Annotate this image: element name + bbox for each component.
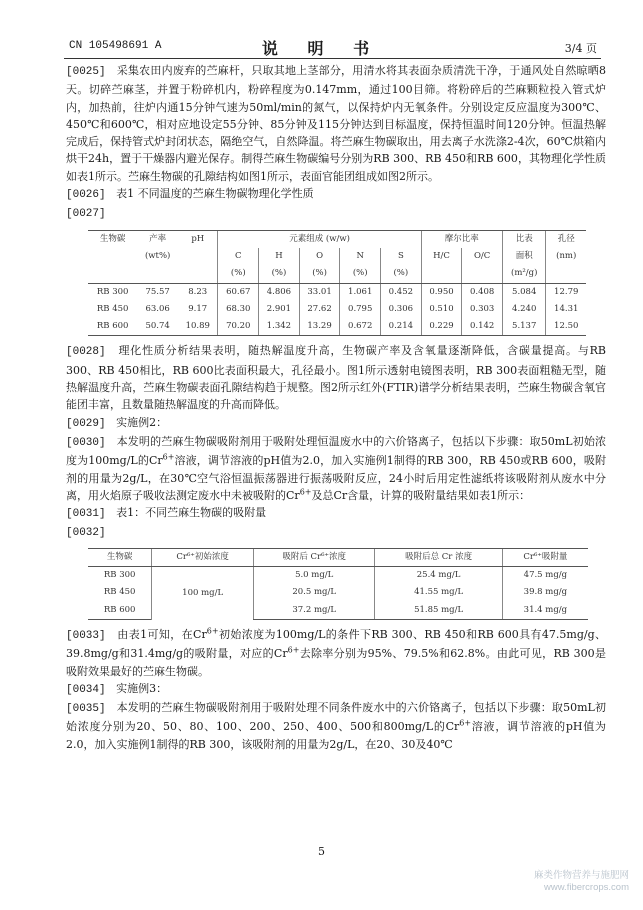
table-header: C [218, 248, 259, 265]
table-cell: 27.62 [299, 301, 340, 318]
table-cell: RB 450 [96, 303, 129, 314]
table-cell: 2.901 [259, 301, 300, 318]
paragraph-tag: [0027] [66, 208, 106, 221]
table-cell: 0.214 [381, 318, 422, 336]
watermark-line: 麻类作物营养与施肥网 [533, 870, 629, 881]
table-cell: 0.142 [462, 318, 503, 336]
table-cell: 12.79 [546, 283, 586, 301]
table-cell: 0.672 [340, 318, 381, 336]
table-cell: 51.85 mg/L [375, 602, 502, 620]
table-header: (wt%) [144, 250, 171, 261]
table-cell: 13.29 [299, 318, 340, 336]
table2-adsorption [88, 548, 588, 620]
table-cell: 0.950 [421, 283, 462, 301]
table-cell: RB 450 [103, 587, 136, 598]
page-header [0, 0, 643, 62]
table-cell: 68.30 [218, 301, 259, 318]
table-cell: 70.20 [218, 318, 259, 336]
paragraph-tag: [0026] [66, 189, 106, 202]
superscript: 6+ [206, 626, 219, 636]
paragraph-tag: [0030] [66, 436, 106, 449]
site-watermark [534, 870, 629, 894]
table-cell: 5.084 [502, 283, 546, 301]
paragraph-0027 [66, 204, 606, 223]
paragraph-text: 采集农田内废弃的苎麻杆，只取其地上茎部分，用清水将其表面杂质清洗干净，于通风处自然晾晒8天。切碎苎麻茎，并置于粉碎机内，粉碎程度为0.147mm，通过100目筛。将粉碎后的苎麻颗粒投入管式炉内，加热前，往炉内通15分钟气速为50ml/min的氮气，以保持炉内无氧条件。分别设定反应温度为300℃、450℃和600℃，相对应地设定55分钟、85分钟及115分钟达到目标温度，保持恒温时间120分钟。恒温热解完成后，保持管式炉封闭状态，隔绝空气，自然降温。将苎麻生物碳取出，用去离子水洗涤2-4次，60℃烘箱内烘干24h，置于干燥器内避光保存。制得苎麻生物碳编号分别为RB 300、RB 450和RB 600，其物理化学性质如表1所示。苎麻生物碳的孔隙结构如图1所示，表面官能团组成如图2所示。 [66, 64, 606, 183]
paragraph-tag: [0025] [66, 66, 106, 78]
paragraph-tag: [0028] [66, 346, 106, 359]
table-cell: 0.510 [421, 301, 462, 318]
document-title: 说 明 书 [261, 39, 382, 58]
table-row [88, 301, 586, 318]
table-header: Cr⁶⁺初始浓度 [152, 548, 254, 566]
header-rule [64, 58, 601, 59]
paragraph-text: 本发明的苎麻生物碳吸附剂用于吸附处理不同条件废水中的六价铬离子，包括以下步骤：取50mL初始浓度分别为20、50、80、100、200、250、400、500和800mg/L的Cr [66, 701, 606, 734]
document-body [66, 62, 606, 753]
paragraph-tag: [0031] [66, 508, 106, 521]
table-cell: 0.408 [462, 283, 503, 301]
table-cell: RB 600 [88, 318, 137, 336]
table-cell: 12.50 [546, 318, 586, 336]
table-header: H [259, 248, 300, 265]
table-header: (%) [218, 265, 259, 283]
table-cell: 60.67 [218, 283, 259, 301]
table-cell: 37.2 mg/L [253, 602, 374, 620]
table-cell: 1.061 [340, 283, 381, 301]
paragraph-tag: [0032] [66, 527, 106, 540]
table-header: 比表 [502, 230, 546, 248]
table-header: (%) [340, 265, 381, 283]
table-row [88, 567, 588, 585]
table-header: S [381, 248, 422, 265]
paragraph-0032 [66, 523, 606, 542]
table-header: (m²/g) [502, 265, 546, 283]
table-cell: 9.17 [188, 303, 208, 314]
page-number: 5 [318, 845, 325, 858]
paragraph-text: 由表1可知，在Cr [117, 627, 207, 641]
paragraph-0031 [66, 504, 606, 523]
paragraph-0030 [66, 433, 606, 504]
table-cell: 0.229 [421, 318, 462, 336]
paragraph-text: 理化性质分析结果表明，随热解温度升高，生物碳产率及含氧量逐渐降低，含碳量提高。与RB 300、RB 450相比，RB 600比表面积最大，孔径最小。图1所示透射电镜图表明，RB 300表面粗糙无型，随热解温度升高，苎麻生物碳表面孔隙结构趋于规整。图2所示红外(FTIR)谱学分析结果表明，苎麻生物碳含氧官能团丰富，且数量随热解温度的升高而降低。 [66, 344, 606, 412]
table2-caption: 表1：不同苎麻生物碳的吸附量 [116, 506, 267, 520]
table-cell: 10.89 [178, 318, 218, 336]
table-row [88, 318, 586, 336]
table-row [88, 283, 586, 301]
table-header: (%) [381, 265, 422, 283]
table-cell: 50.74 [137, 318, 178, 336]
table-header: (nm) [546, 248, 586, 265]
table-cell: 0.306 [381, 301, 422, 318]
table-cell: 4.240 [502, 301, 546, 318]
superscript: 6+ [162, 452, 175, 462]
table-cell: 4.806 [259, 283, 300, 301]
table-header: 生物碳 [88, 230, 137, 248]
superscript: 6+ [287, 645, 300, 655]
paragraph-0025 [66, 62, 606, 185]
table-cell: 63.06 [145, 303, 170, 314]
table1-physicochemical [88, 230, 586, 337]
table-header: O/C [462, 248, 503, 265]
table-cell: RB 300 [96, 286, 129, 297]
paragraph-tag: [0029] [66, 417, 106, 430]
table-header: H/C [421, 248, 462, 265]
table-cell: 0.452 [381, 283, 422, 301]
paragraph-text: 去除率分别为95%、79.5%和62.8%。由此可见，RB 300是吸附效果最好的苎麻生物碳。 [66, 647, 606, 678]
example-heading: 实施例2： [116, 415, 168, 429]
paragraph-0028 [66, 342, 606, 413]
table-header: 产率 [137, 230, 178, 248]
table-cell: 8.23 [188, 286, 208, 297]
table-header: (%) [259, 265, 300, 283]
paragraph-0029 [66, 414, 606, 433]
table-cell: 31.4 mg/g [502, 602, 588, 620]
superscript: 6+ [299, 487, 312, 497]
table-header: 生物碳 [88, 548, 152, 566]
patent-number: CN 105498691 A [69, 40, 162, 52]
paragraph-tag: [0035] [66, 703, 106, 716]
paragraph-tag: [0034] [66, 683, 106, 696]
table-cell: RB 300 [103, 570, 136, 581]
table-cell: 14.31 [546, 301, 586, 318]
table-header: Cr⁶⁺吸附量 [502, 548, 588, 566]
table-header: 面积 [502, 248, 546, 265]
table-header: 摩尔比率 [421, 230, 502, 248]
paragraph-text: 初始浓度为100mg/L的条件下RB 300、RB 450和RB 600具有47.5mg/g、39.8mg/g和31.4mg/g的吸附量，对应的Cr [66, 627, 607, 661]
page-indicator: 3/4 页 [564, 42, 597, 55]
paragraph-text: 及总Cr含量，计算的吸附量结果如表1所示： [311, 488, 531, 502]
table-header: N [340, 248, 381, 265]
example-heading: 实施例3： [116, 681, 168, 695]
table-header: 元素组成 (w/w) [218, 230, 421, 248]
table-cell: 47.5 mg/g [502, 567, 588, 585]
paragraph-text: 溶液，调节溶液的pH值为2.0，加入实施例1制得的RB 300，该吸附剂的用量为2g/L，在20、30及40℃ [66, 720, 606, 751]
table-cell: 0.303 [462, 301, 503, 318]
table-header: 孔径 [546, 230, 586, 248]
table-cell: 33.01 [299, 283, 340, 301]
table-header: (%) [299, 265, 340, 283]
table-cell: 75.57 [145, 286, 170, 297]
table-cell: 100 mg/L [152, 567, 254, 620]
paragraph-0034 [66, 680, 606, 699]
table1-caption: 表1 不同温度的苎麻生物碳物理化学性质 [116, 187, 314, 201]
watermark-line: www.fibercrops.com [544, 882, 629, 893]
table-header: O [299, 248, 340, 265]
table-header: 吸附后总 Cr 浓度 [375, 548, 502, 566]
superscript: 6+ [459, 718, 472, 728]
table-cell: RB 600 [88, 602, 152, 620]
paragraph-tag: [0033] [66, 629, 106, 642]
paragraph-text: 本发明的苎麻生物碳吸附剂用于吸附处理恒温废水中的六价铬离子，包括以下步骤：取50mL初始浓度为100mg/L的Cr [66, 434, 606, 468]
paragraph-0035 [66, 699, 606, 753]
table-cell: 25.4 mg/L [375, 567, 502, 585]
table-cell: 5.137 [502, 318, 546, 336]
table-cell: 1.342 [259, 318, 300, 336]
paragraph-0033 [66, 626, 606, 680]
table-header: pH [178, 230, 218, 248]
table-cell: 39.8 mg/g [502, 584, 588, 601]
table-cell: 20.5 mg/L [253, 584, 374, 601]
table-cell: 0.795 [340, 301, 381, 318]
table-cell: 41.55 mg/L [375, 584, 502, 601]
table-header: 吸附后 Cr⁶⁺浓度 [253, 548, 374, 566]
paragraph-text: 溶液，调节溶液的pH值为2.0，加入实施例1制得的RB 300，RB 450或RB 600，吸附剂的用量为2g/L，在30℃空气浴恒温振荡器进行振荡吸附反应，24小时后用定性滤纸将该吸附剂从废水中分离，用火焰原子吸收法测定废水中未被吸附的Cr [66, 454, 606, 502]
table-cell: 5.0 mg/L [253, 567, 374, 585]
paragraph-0026 [66, 185, 606, 204]
